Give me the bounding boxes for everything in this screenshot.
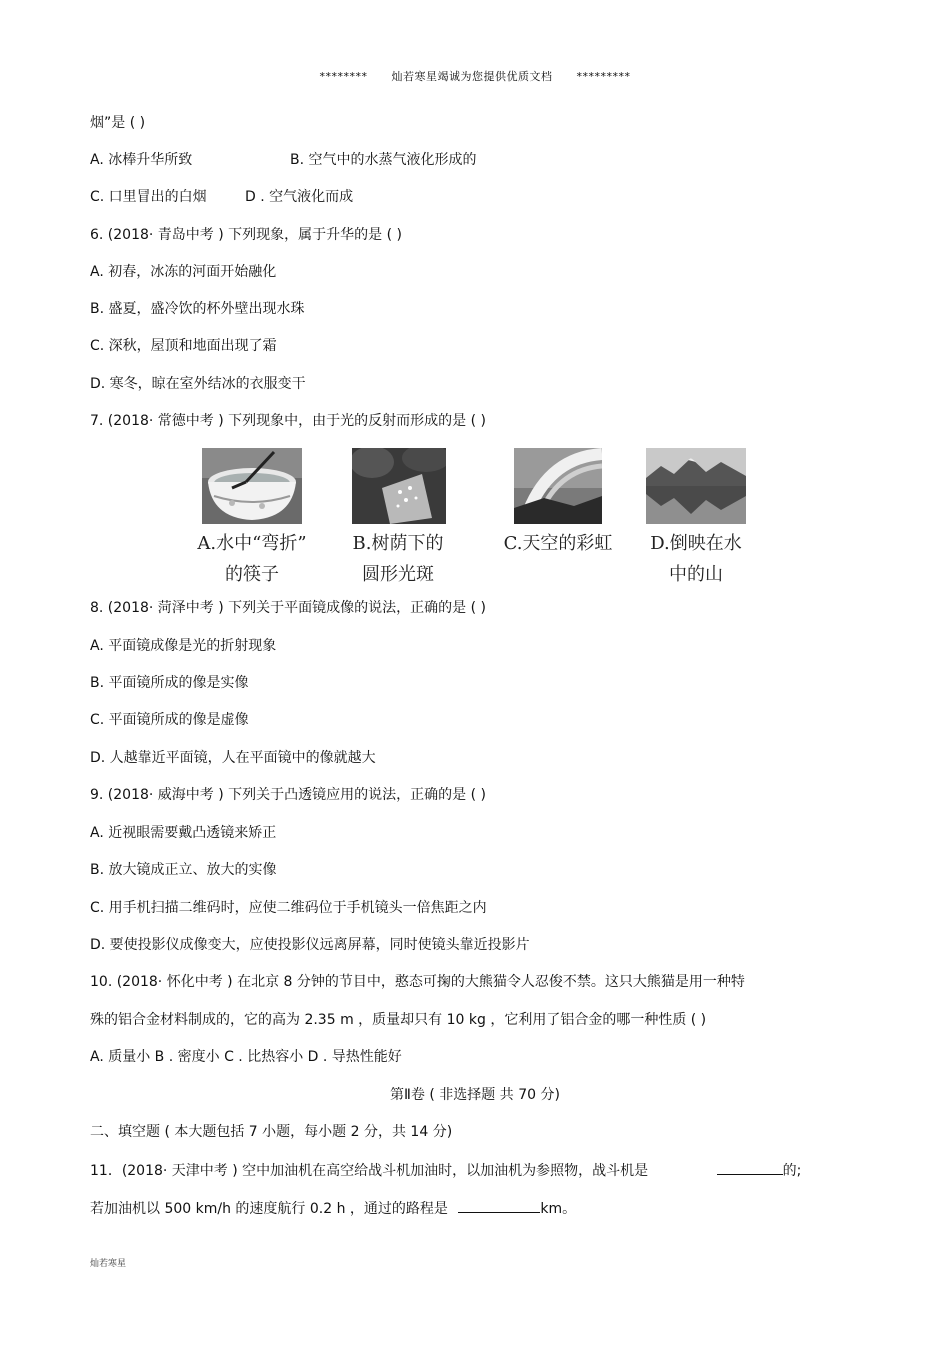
figure-b-caption-line1: 树荫下的 bbox=[371, 533, 444, 554]
question-8-option-c: C. 平面镜所成的像是虚像 bbox=[90, 712, 249, 728]
header-stars-right: ********* bbox=[576, 70, 631, 83]
question-6-option-b: B. 盛夏，盛冷饮的杯外壁出现水珠 bbox=[90, 301, 305, 317]
section-heading: 第Ⅱ卷 ( 非选择题 共 70 分) bbox=[390, 1087, 560, 1103]
question-8-option-b: B. 平面镜所成的像是实像 bbox=[90, 675, 249, 691]
page-header bbox=[0, 68, 950, 84]
figure-c-caption bbox=[483, 528, 633, 559]
figure-c-caption-line1: 天空的彩虹 bbox=[522, 533, 613, 554]
question-9-option-b: B. 放大镜成正立、放大的实像 bbox=[90, 862, 277, 878]
figure-b-caption-line2: 圆形光斑 bbox=[362, 564, 434, 585]
question-9-option-d: D. 要使投影仪成像变大，应使投影仪远离屏幕，同时使镜头靠近投影片 bbox=[90, 937, 530, 953]
question-11-line1 bbox=[90, 1160, 801, 1180]
figure-c-letter: C. bbox=[503, 533, 523, 554]
question-9-option-a: A. 近视眼需要戴凸透镜来矫正 bbox=[90, 825, 277, 841]
question-8-option-a: A. 平面镜成像是光的折射现象 bbox=[90, 638, 277, 654]
question-5-option-a: A. 冰棒升华所致 bbox=[90, 152, 193, 168]
part-2-heading: 二、填空题 ( 本大题包括 7 小题，每小题 2 分，共 14 分) bbox=[90, 1124, 453, 1140]
figure-d-caption bbox=[621, 528, 771, 590]
question-9: 9. (2018· 威海中考 ) 下列关于凸透镜应用的说法，正确的是 ( ) bbox=[90, 787, 486, 803]
figure-a-letter: A. bbox=[197, 533, 217, 554]
question-8: 8. (2018· 菏泽中考 ) 下列关于平面镜成像的说法，正确的是 ( ) bbox=[90, 600, 486, 616]
figure-b-light-spots-image bbox=[352, 448, 446, 524]
figure-d-caption-line2: 中的山 bbox=[669, 564, 723, 585]
question-10: 10. (2018· 怀化中考 ) 在北京 8 分钟的节目中，憨态可掬的大熊猫令人忍俊不禁。这只大熊猫是用一种特 bbox=[90, 974, 745, 990]
figure-d-letter: D. bbox=[650, 533, 670, 554]
question-5-option-b: B. 空气中的水蒸气液化形成的 bbox=[290, 152, 477, 168]
question-6-option-a: A. 初春，冰冻的河面开始融化 bbox=[90, 264, 277, 280]
header-text: 灿若寒星竭诚为您提供优质文档 bbox=[391, 70, 553, 83]
figure-d-reflection-image bbox=[646, 448, 746, 524]
page-footer: 灿若寒星 bbox=[90, 1259, 127, 1269]
question-11-line1-end: 的; bbox=[782, 1163, 802, 1179]
figure-a-caption bbox=[177, 528, 327, 590]
question-11-line2 bbox=[90, 1198, 576, 1218]
figure-b-caption bbox=[323, 528, 473, 590]
question-5-tail: 烟”是 ( ) bbox=[90, 115, 146, 131]
question-6: 6. (2018· 青岛中考 ) 下列现象，属于升华的是 ( ) bbox=[90, 227, 402, 243]
question-7-figures bbox=[0, 448, 950, 588]
answer-blank-2[interactable] bbox=[458, 1198, 540, 1213]
question-11-line2-end: km。 bbox=[540, 1201, 577, 1217]
question-7: 7. (2018· 常德中考 ) 下列现象中，由于光的反射而形成的是 ( ) bbox=[90, 413, 486, 429]
question-5-option-c: C. 口里冒出的白烟 bbox=[90, 189, 207, 205]
question-9-option-c: C. 用手机扫描二维码时，应使二维码位于手机镜头一倍焦距之内 bbox=[90, 900, 487, 916]
figure-b-letter: B. bbox=[352, 533, 372, 554]
question-10-options: A. 质量小 B . 密度小 C . 比热容小 D . 导热性能好 bbox=[90, 1049, 402, 1065]
figure-a-bowl-image bbox=[202, 448, 302, 524]
question-6-option-d: D. 寒冬，晾在室外结冰的衣服变干 bbox=[90, 376, 306, 392]
figure-a-caption-line2: 的筷子 bbox=[225, 564, 279, 585]
question-11-text-2: 若加油机以 500 km/h 的速度航行 0.2 h ，通过的路程是 bbox=[90, 1201, 448, 1217]
header-stars-left: ******** bbox=[319, 70, 368, 83]
question-5-option-d: D . 空气液化而成 bbox=[245, 189, 354, 205]
figure-a-caption-line1: 水中“弯折” bbox=[216, 533, 307, 554]
answer-blank-1[interactable] bbox=[717, 1160, 783, 1175]
question-10-continued: 殊的铝合金材料制成的，它的高为 2.35 m ，质量却只有 10 kg ，它利用了铝合金的哪一种性质 ( ) bbox=[90, 1012, 707, 1028]
question-8-option-d: D. 人越靠近平面镜，人在平面镜中的像就越大 bbox=[90, 750, 376, 766]
question-6-option-c: C. 深秋，屋顶和地面出现了霜 bbox=[90, 338, 277, 354]
figure-c-rainbow-image bbox=[514, 448, 602, 524]
figure-d-caption-line1: 倒映在水 bbox=[669, 533, 742, 554]
question-11-text: 11．(2018· 天津中考 ) 空中加油机在高空给战斗机加油时，以加油机为参照物，战斗机是 bbox=[90, 1163, 649, 1179]
